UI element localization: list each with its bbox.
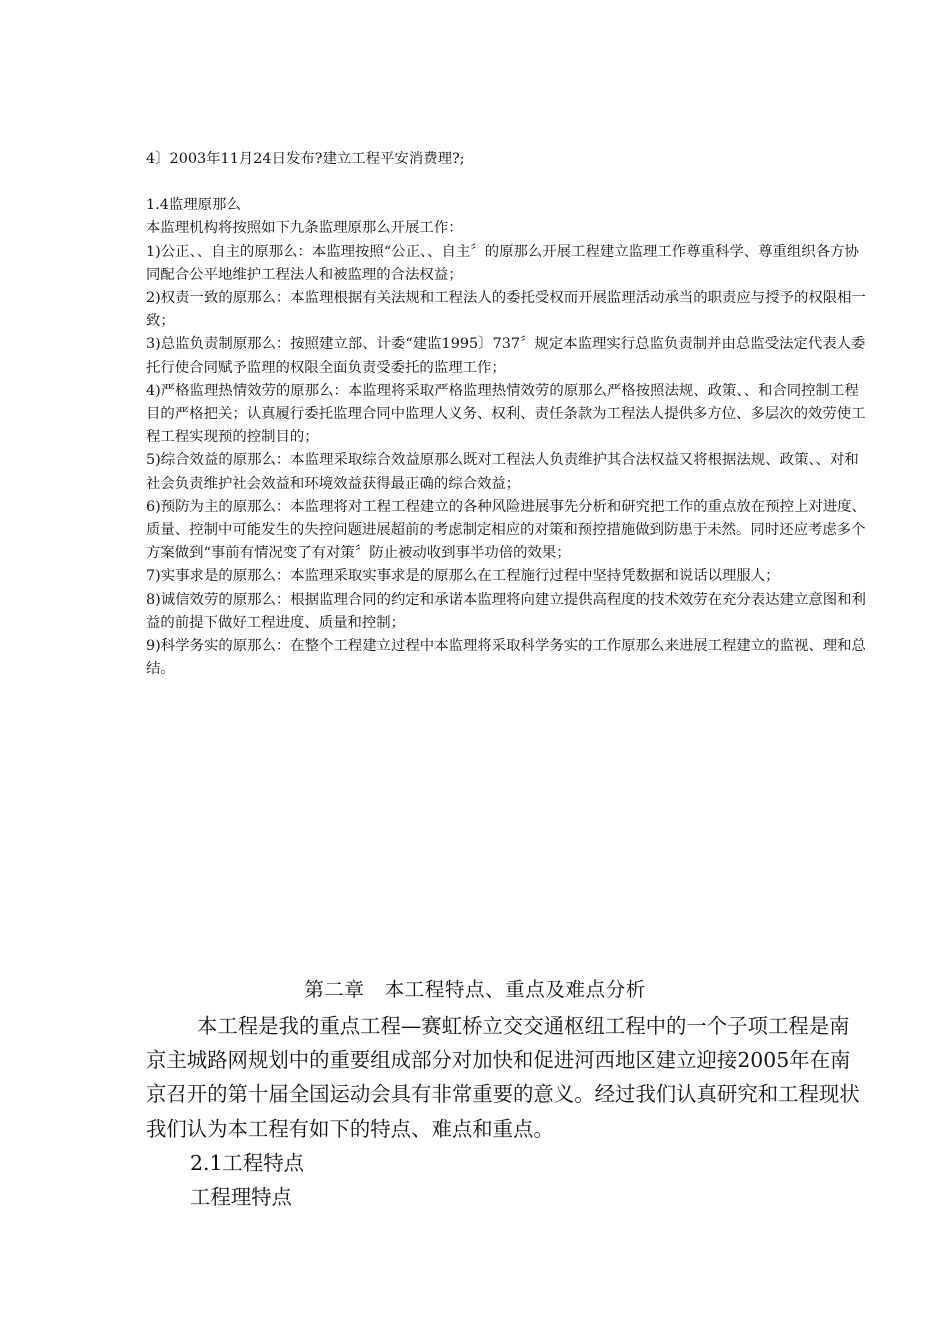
regulation-item: 4〕2003年11月24日发布?建立工程平安消费理?; bbox=[146, 151, 465, 167]
principle-item: 1)公正、、自主的原那么：本监理按照“公正、、自主〞的原那么开展工程建立监理工作尊重科学、尊重组织各方协同配合公平地维护工程法人和被监理的合法权益； bbox=[146, 243, 859, 283]
principle-item: 8)诚信效劳的原那么：根据监理合同的约定和承诺本监理将向建立提供高程度的技术效劳在充分表达建立意图和利益的前提下做好工程进度、质量和控制； bbox=[146, 591, 866, 631]
section-intro: 本监理机构将按照如下九条监理原那么开展工作： bbox=[146, 220, 463, 237]
body-paragraph: 本工程是我的重点工程—赛虹桥立交交通枢纽工程中的一个子项工程是南京主城路网规划中的重要组成部分对加快和促进河西地区建立迎接2005年在南京召开的第十届全国运动会具有非常重要的意义。经过我们认真研究和工程现状我们认为本工程有如下的特点、难点和重点。 bbox=[146, 1014, 860, 1141]
supervision-principles-section bbox=[146, 148, 868, 681]
principle-item: 6)预防为主的原那么：本监理将对工程工程建立的各种风险进展事先分析和研究把工作的重点放在预控上对进度、质量、控制中可能发生的失控问题进展超前的考虑制定相应的对策和预控措施做到防患于未然。同时还应考虑多个方案做到“事前有情况变了有对策〞防止被动收到事半功倍的效果； bbox=[146, 498, 866, 562]
principle-item: 2)权责一致的原那么：本监理根据有关法规和工程法人的委托受权而开展监理活动承当的职责应与授予的权限相一致； bbox=[146, 290, 866, 330]
principle-item: 5)综合效益的原那么：本监理采取综合效益原那么既对工程法人负责维护其合法权益又将根据法规、政策、、对和社会负责维护社会效益和环境效益获得最正确的综合效益； bbox=[146, 452, 859, 492]
chapter-title: 第二章 本工程特点、重点及难点分析 bbox=[304, 978, 646, 1001]
subsection-heading-2: 工程理特点 bbox=[190, 1185, 292, 1210]
principle-item: 4)严格监理热情效劳的原那么：本监理将采取严格监理热情效劳的原那么严格按照法规、政策、、和合同控制工程目的严格把关；认真履行委托监理合同中监理人义务、权利、责任条款为工程法人提供多方位、多层次的效劳使工程工程实现预的控制目的； bbox=[146, 382, 866, 446]
principle-item: 9)科学务实的原那么：在整个工程建立过程中本监理将采取科学务实的工作原那么来进展工程建立的监视、理和总结。 bbox=[146, 638, 866, 678]
principle-item: 7)实事求是的原那么：本监理采取实事求是的原那么在工程施行过程中坚持凭数据和说话以理服人； bbox=[146, 568, 780, 585]
project-analysis-section bbox=[146, 1009, 862, 1214]
blank-line bbox=[146, 171, 868, 194]
subsection-heading: 2.1工程特点 bbox=[190, 1150, 304, 1175]
section-heading: 1.4监理原那么 bbox=[146, 197, 241, 214]
principle-item: 3)总监负责制原那么：按照建立部、计委“建监1995〕737〞规定本监理实行总监负责制并由总监受法定代表人委托行使合同赋予监理的权限全面负责受委托的监理工作； bbox=[146, 336, 866, 376]
